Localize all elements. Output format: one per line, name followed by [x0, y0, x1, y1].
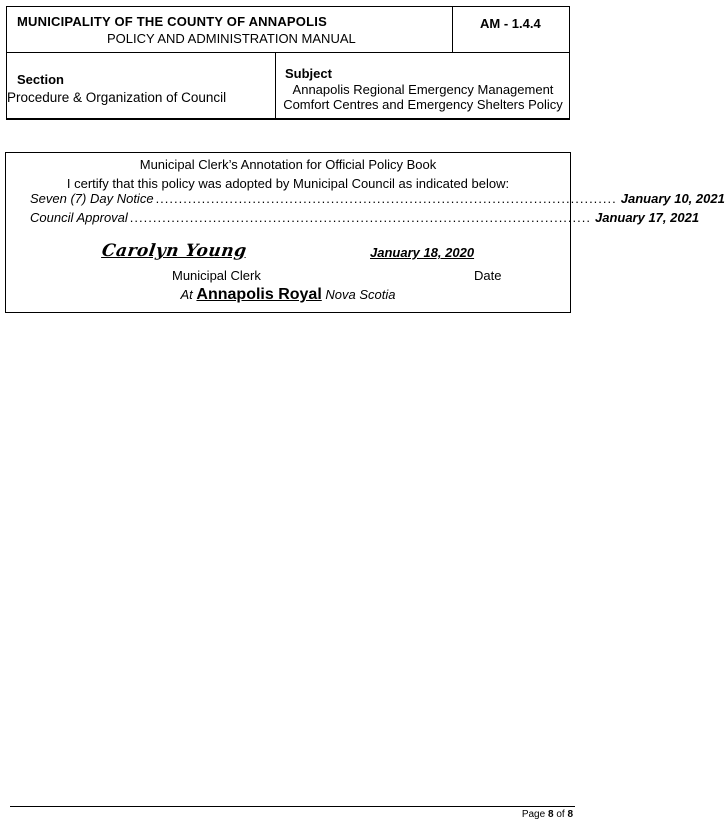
page-total: 8	[567, 809, 573, 820]
location-province: Nova Scotia	[325, 287, 396, 302]
notice-label: Seven (7) Day Notice	[30, 191, 154, 206]
clerk-annotation-box	[5, 152, 725, 313]
leader-dots: ....................................................................................................	[129, 210, 591, 225]
approval-label: Council Approval	[30, 210, 128, 225]
leader-dots: ....................................................................................................	[155, 191, 617, 206]
signature-date: January 18, 2020	[370, 245, 475, 260]
section-label: Section	[17, 72, 64, 87]
municipality-name: MUNICIPALITY OF THE COUNTY OF ANNAPOLIS	[17, 14, 327, 29]
certification-statement: I certify that this policy was adopted by Municipal Council as indicated below:	[66, 176, 510, 191]
subject-line-2: Comfort Centres and Emergency Shelters Policy	[283, 97, 563, 112]
policy-code: AM - 1.4.4	[480, 16, 541, 31]
location-place: Annapolis Royal	[196, 286, 322, 303]
page-current: 8	[547, 809, 554, 820]
footer-rule	[10, 806, 575, 807]
page-number	[522, 809, 573, 820]
date-label: Date	[474, 268, 502, 283]
notice-row	[30, 191, 725, 207]
at-label: At	[180, 287, 193, 302]
header-divider-vertical-top	[452, 7, 453, 52]
clerk-label: Municipal Clerk	[172, 268, 261, 283]
annotation-title: Municipal Clerk’s Annotation for Official Policy Book	[139, 157, 437, 172]
approval-row	[30, 210, 700, 226]
of-word: of	[556, 809, 565, 820]
section-value: Procedure & Organization of Council	[7, 90, 227, 105]
policy-header-box	[6, 6, 570, 120]
location-line	[6, 286, 570, 304]
page-word: Page	[521, 809, 546, 820]
approval-date: January 17, 2021	[594, 210, 700, 225]
clerk-signature: Carolyn Young	[100, 241, 248, 261]
notice-date: January 10, 2021	[620, 191, 725, 206]
subject-line-1: Annapolis Regional Emergency Management	[292, 82, 554, 97]
subject-label: Subject	[285, 66, 332, 81]
header-divider-horizontal	[7, 52, 569, 53]
manual-title: POLICY AND ADMINISTRATION MANUAL	[107, 31, 356, 46]
